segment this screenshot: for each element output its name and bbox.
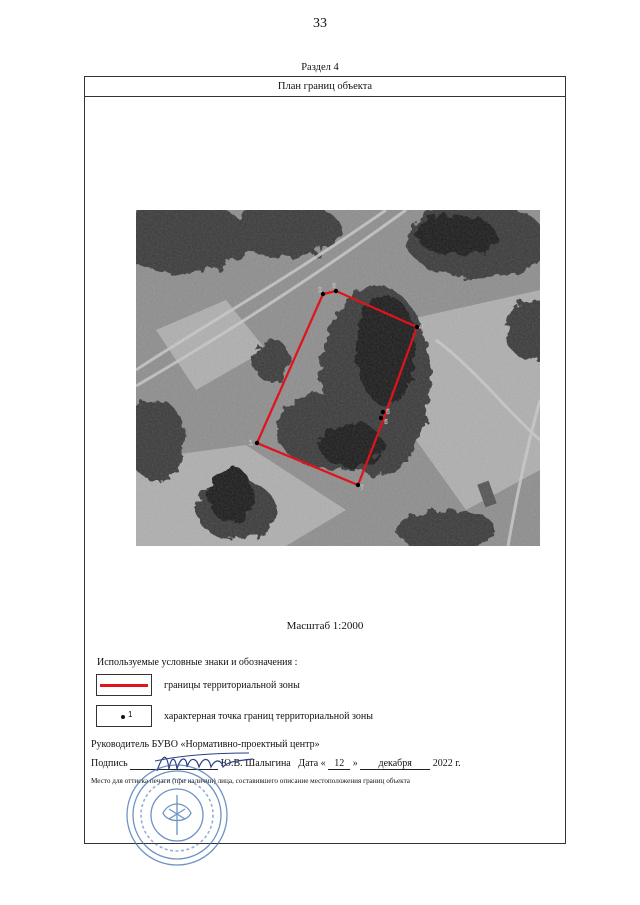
organization-stamp (123, 761, 231, 869)
legend-point-number: 1 (128, 710, 133, 719)
map-scale: Масштаб 1:2000 (286, 620, 364, 632)
boundary-point-1 (255, 441, 259, 445)
point-label-3: 3 (332, 283, 336, 290)
point-label-2: 2 (318, 287, 322, 294)
point-label-5: 5 (386, 409, 390, 416)
legend-point-symbol (96, 705, 152, 727)
point-label-1: 1 (249, 440, 253, 447)
boundary-point-6 (379, 416, 383, 420)
signature-label: Подпись (91, 758, 128, 769)
aerial-map (136, 210, 540, 546)
stamp-note: Место для оттиска печати (при наличии) лица, составившего описание местоположения границ объекта (91, 777, 410, 785)
point-label-4: 4 (419, 324, 423, 331)
date-month: декабря (360, 758, 430, 770)
page-number: 33 (313, 16, 327, 31)
document-frame (84, 76, 566, 844)
point-label-7: 7 (360, 485, 364, 492)
head-of-organization: Руководитель БУВО «Нормативно-проектный центр» (91, 739, 320, 750)
legend-line-symbol (96, 674, 152, 696)
map-texture (136, 210, 540, 546)
plan-title: План границ объекта (85, 77, 565, 97)
section-label: Раздел 4 (301, 62, 339, 73)
legend-title: Используемые условные знаки и обозначения : (97, 657, 298, 668)
red-line-icon (100, 684, 148, 687)
legend-line-label: границы территориальной зоны (164, 680, 300, 691)
point-label-6: 6 (384, 419, 388, 426)
legend-point-label: характерная точка границ территориальной зоны (164, 711, 373, 722)
date-year: 2022 г. (432, 758, 461, 769)
point-icon (121, 715, 125, 719)
date-day-close: » (352, 758, 358, 769)
date-day: 12 (328, 758, 350, 770)
signer-name: Ю.В. Шалыгина (220, 758, 291, 769)
boundary-point-5 (381, 410, 385, 414)
date-label: Дата « (298, 758, 326, 769)
